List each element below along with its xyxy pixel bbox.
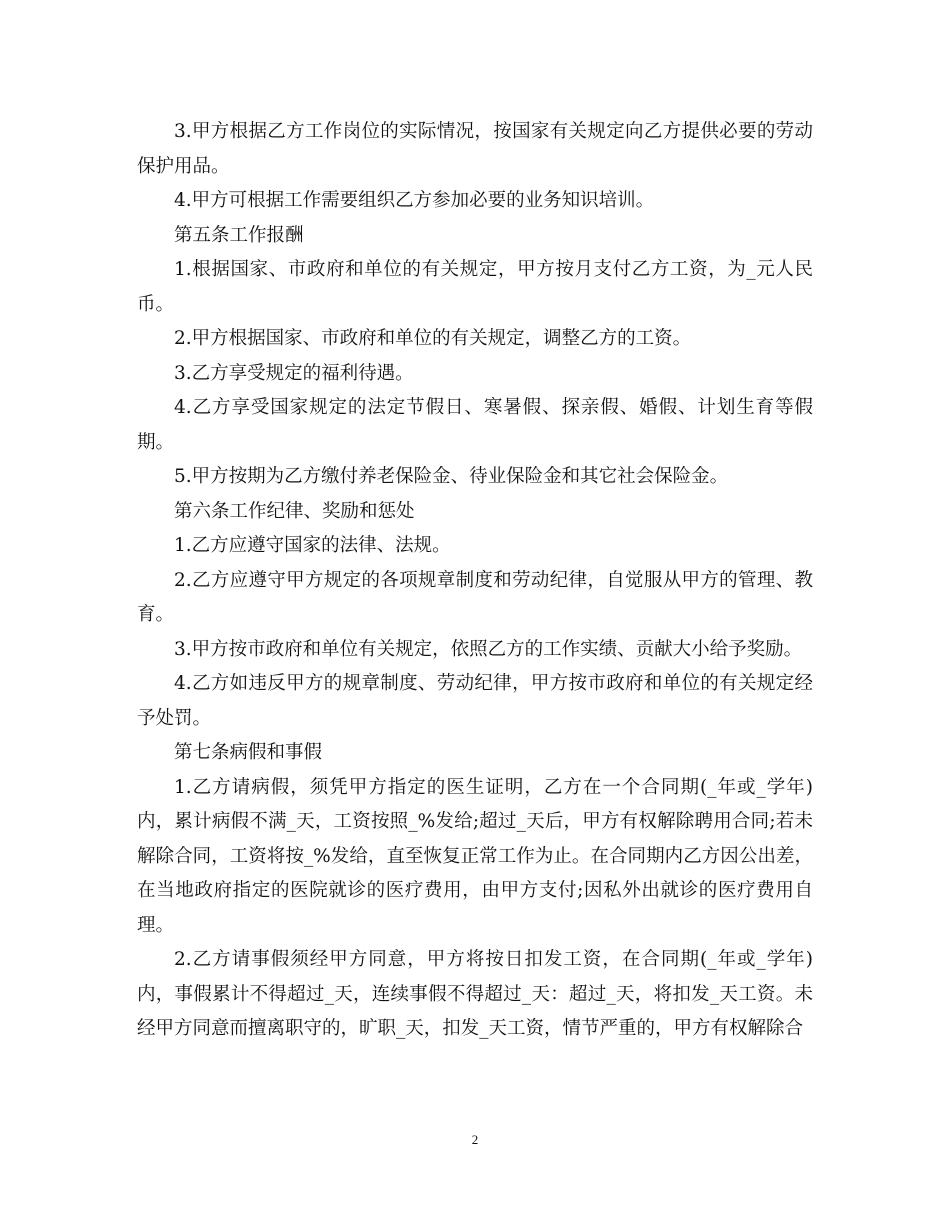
section-heading: 第七条病假和事假	[174, 742, 323, 763]
paragraph: 1.乙方请病假，须凭甲方指定的医生证明，乙方在一个合同期(_年或_学年)内，累计病假不满_天，工资按照_%发给;超过_天后，甲方有权解除聘用合同;若未解除合同，工资将按_%发给，直至恢复正常工作为止。在合同期内乙方因公出差，在当地政府指定的医院就诊的医疗费用，由甲方支付;因私外出就诊的医疗费用自理。	[137, 776, 813, 936]
paragraph: 2.乙方请事假须经甲方同意，甲方将按日扣发工资，在合同期(_年或_学年)内，事假累计不得超过_天，连续事假不得超过_天：超过_天，将扣发_天工资。未经甲方同意而擅离职守的，旷职_天，扣发_天工资，情节严重的，甲方有权解除合	[137, 949, 813, 1039]
paragraph: 3.乙方享受规定的福利待遇。	[174, 362, 414, 384]
paragraph: 4.乙方如违反甲方的规章制度、劳动纪律，甲方按市政府和单位的有关规定经予处罚。	[137, 673, 813, 729]
paragraph: 1.乙方应遵守国家的法律、法规。	[174, 535, 451, 556]
paragraph: 2.甲方根据国家、市政府和单位的有关规定，调整乙方的工资。	[174, 328, 692, 349]
paragraph: 2.乙方应遵守甲方规定的各项规章制度和劳动纪律，自觉服从甲方的管理、教育。	[137, 569, 813, 625]
section-heading: 第六条工作纪律、奖励和惩处	[174, 500, 415, 522]
paragraph: 3.甲方根据乙方工作岗位的实际情况，按国家有关规定向乙方提供必要的劳动保护用品。	[137, 121, 813, 177]
paragraph: 5.甲方按期为乙方缴付养老保险金、待业保险金和其它社会保险金。	[174, 466, 729, 487]
section-heading: 第五条工作报酬	[174, 224, 304, 246]
paragraph: 3.甲方按市政府和单位有关规定，依照乙方的工作实绩、贡献大小给予奖励。	[174, 638, 803, 660]
document-body	[137, 115, 813, 1047]
paragraph: 4.乙方享受国家规定的法定节假日、寒暑假、探亲假、婚假、计划生育等假期。	[137, 397, 813, 453]
paragraph: 1.根据国家、市政府和单位的有关规定，甲方按月支付乙方工资，为_元人民币。	[137, 259, 813, 315]
page-number: 2	[471, 1132, 479, 1147]
paragraph: 4.甲方可根据工作需要组织乙方参加必要的业务知识培训。	[174, 190, 655, 211]
